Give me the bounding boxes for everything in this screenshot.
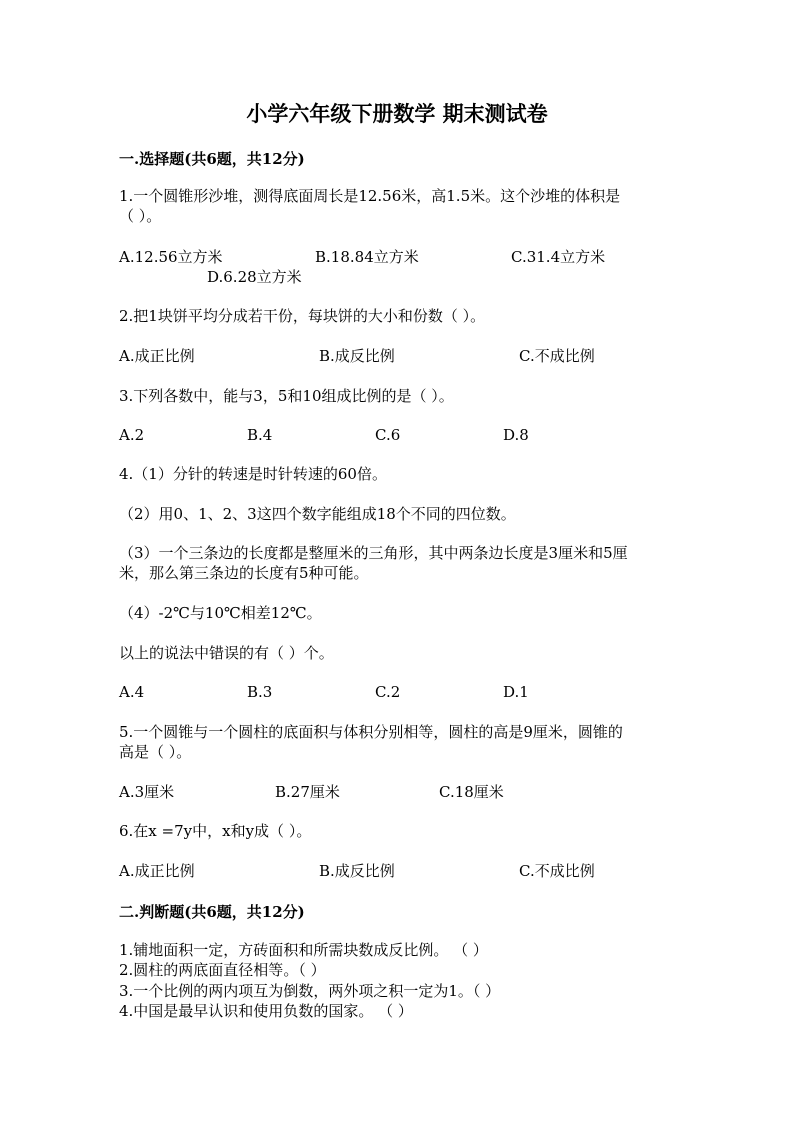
q6-option-c: C.不成比例 (519, 862, 595, 880)
q1-option-a: A.12.56立方米 (119, 248, 223, 266)
question-4-statement-1: 4.（1）分针的转速是时针转速的60倍。 (119, 465, 387, 483)
question-2: 2.把1块饼平均分成若干份，每块饼的大小和份数（ ）。 (119, 307, 486, 325)
question-3: 3.下列各数中，能与3，5和10组成比例的是（ ）。 (119, 387, 454, 405)
q5-option-b: B.27厘米 (275, 783, 340, 801)
q3-option-c: C.6 (375, 426, 401, 444)
question-4-statement-2: （2）用0、1、2、3这四个数字能组成18个不同的四位数。 (119, 505, 516, 523)
q5-option-a: A.3厘米 (119, 783, 175, 801)
q3-option-d: D.8 (503, 426, 529, 444)
q2-option-a: A.成正比例 (119, 347, 195, 365)
q1-option-d: D.6.28立方米 (207, 268, 302, 286)
question-1 (119, 186, 679, 226)
q4-option-b: B.3 (247, 683, 273, 701)
q2-option-b: B.成反比例 (319, 347, 395, 365)
question-4-statement-4: （4）-2℃与10℃相差12℃。 (119, 604, 322, 622)
question-4-prompt: 以上的说法中错误的有（ ）个。 (119, 644, 334, 662)
section-2-heading: 二.判断题(共6题，共12分) (119, 903, 305, 921)
question-5 (119, 722, 679, 762)
q3-option-b: B.4 (247, 426, 273, 444)
question-5-line1: 5.一个圆锥与一个圆柱的底面积与体积分别相等，圆柱的高是9厘米，圆锥的 (119, 723, 623, 741)
q4-option-c: C.2 (375, 683, 401, 701)
judgment-item-4: 4.中国是最早认识和使用负数的国家。 （ ） (119, 1002, 413, 1020)
q6-option-a: A.成正比例 (119, 862, 195, 880)
q4-option-d: D.1 (503, 683, 529, 701)
q2-option-c: C.不成比例 (519, 347, 595, 365)
q4-option-a: A.4 (119, 683, 145, 701)
question-1-line1: 1.一个圆锥形沙堆，测得底面周长是12.56米，高1.5米。这个沙堆的体积是 (119, 187, 621, 205)
question-4-statement-3-line1: （3）一个三条边的长度都是整厘米的三角形，其中两条边长度是3厘米和5厘 (119, 544, 628, 562)
page-title: 小学六年级下册数学 期末测试卷 (246, 101, 548, 126)
judgment-item-2: 2.圆柱的两底面直径相等。（ ） (119, 961, 326, 979)
judgment-item-3: 3.一个比例的两内项互为倒数，两外项之积一定为1。（ ） (119, 982, 501, 1000)
q5-option-c: C.18厘米 (439, 783, 504, 801)
q3-option-a: A.2 (119, 426, 145, 444)
question-6: 6.在x =7y中，x和y成（ ）。 (119, 822, 312, 840)
q1-option-b: B.18.84立方米 (315, 248, 419, 266)
question-4-statement-3-line2: 米，那么第三条边的长度有5种可能。 (119, 564, 369, 582)
section-1-heading: 一.选择题(共6题，共12分) (119, 150, 305, 168)
question-4-statement-3 (119, 543, 679, 583)
judgment-item-1: 1.铺地面积一定，方砖面积和所需块数成反比例。 （ ） (119, 941, 488, 959)
question-5-line2: 高是（ ）。 (119, 743, 192, 761)
q1-option-c: C.31.4立方米 (511, 248, 606, 266)
q6-option-b: B.成反比例 (319, 862, 395, 880)
question-1-line2: （ ）。 (119, 207, 162, 225)
